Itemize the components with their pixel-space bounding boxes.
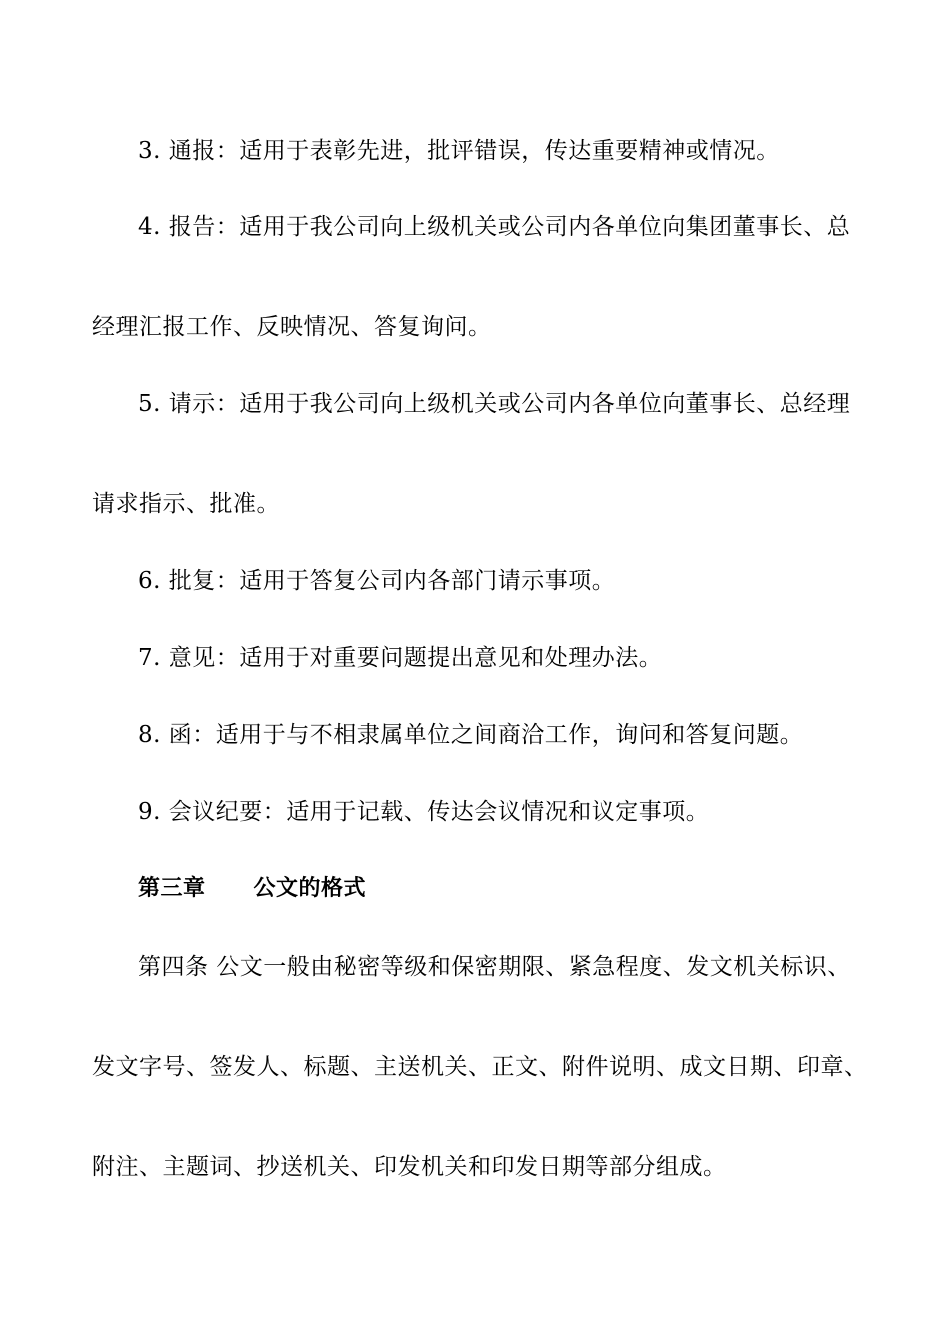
article-four-line3: 附注、主题词、抄送机关、印发机关和印发日期等部分组成。 xyxy=(92,1154,727,1180)
paragraph-qingshi-line2: 请求指示、批准。 xyxy=(92,491,280,517)
paragraph-baogao-line2: 经理汇报工作、反映情况、答复询问。 xyxy=(92,314,492,340)
article-four-line1: 第四条 公文一般由秘密等级和保密期限、紧急程度、发文机关标识、 xyxy=(138,954,851,980)
paragraph-baogao-line1: 4. 报告：适用于我公司向上级机关或公司内各单位向集团董事长、总 xyxy=(138,214,851,240)
paragraph-yijian: 7. 意见：适用于对重要问题提出意见和处理办法。 xyxy=(138,645,663,671)
article-four-line2: 发文字号、签发人、标题、主送机关、正文、附件说明、成文日期、印章、 xyxy=(92,1054,868,1080)
paragraph-qingshi-line1: 5. 请示：适用于我公司向上级机关或公司内各单位向董事长、总经理 xyxy=(138,391,851,417)
chapter-title: 公文的格式 xyxy=(253,876,367,901)
paragraph-pifu: 6. 批复：适用于答复公司内各部门请示事项。 xyxy=(138,568,616,594)
paragraph-han: 8. 函：适用于与不相隶属单位之间商洽工作，询问和答复问题。 xyxy=(138,722,804,748)
chapter-number: 第三章 xyxy=(138,876,206,901)
paragraph-tongbao: 3. 通报：适用于表彰先进，批评错误，传达重要精神或情况。 xyxy=(138,138,780,164)
chapter-heading xyxy=(138,874,366,904)
paragraph-huiyi-jiyao: 9. 会议纪要：适用于记载、传达会议情况和议定事项。 xyxy=(138,799,710,825)
